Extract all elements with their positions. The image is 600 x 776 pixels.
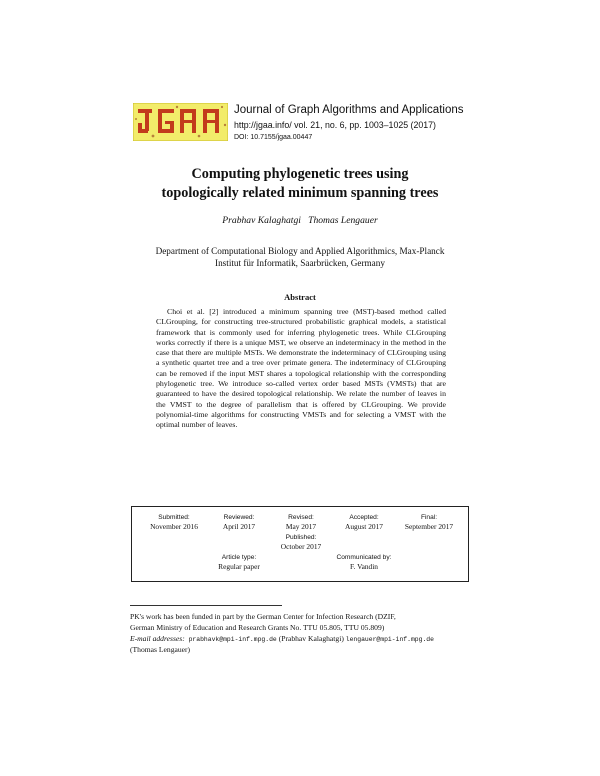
submitted-label: Submitted: <box>158 514 190 521</box>
revised-value: May 2017 <box>285 522 317 531</box>
revised-label: Revised: <box>288 514 314 521</box>
accepted-value: August 2017 <box>345 522 383 531</box>
article-type-label: Article type: <box>221 554 257 561</box>
journal-name: Journal of Graph Algorithms and Applications <box>234 104 464 116</box>
email-label: E-mail addresses: <box>130 633 185 643</box>
reviewed-label: Reviewed: <box>223 514 255 521</box>
communicated-by-value: F. Vandin <box>349 562 379 571</box>
final-value: September 2017 <box>404 522 454 531</box>
footnote-divider <box>130 605 282 606</box>
reviewed-value: April 2017 <box>222 522 256 531</box>
communicated-by-field <box>322 553 406 571</box>
paper-title <box>100 165 500 203</box>
abstract-body: Choi et al. [2] introduced a minimum spanning tree (MST)-based method called CLGrouping, for constructing tree-structured probabilistic graphical models, a statistical framework that is commonly used for inferring phylogenetic trees. While CLGrouping works correctly if there is a unique MST, we observe an indeterminacy in the method in the case that there are multiple MSTs. We demonstrate the indeterminacy of CLGrouping using a synthetic quartet tree and a tree over primate genera. The indeterminacy of CLGrouping can be removed if the input MST shares a topological relationship with the corresponding phylogenetic tree. We introduce so-called vertex order based MSTs (VMSTs) that are guaranteed to have the desired topological relationship. We relate the number of leaves in the VMST to the degree of parallelism that is offered by CLGrouping. We provide polynomial-time algorithms for constructing VMSTs and for selecting a VMST with the optimal number of leaves. <box>156 307 446 430</box>
submitted-value: November 2016 <box>150 522 198 531</box>
submitted-field <box>136 513 212 531</box>
published-label: Published: <box>285 534 317 541</box>
funding-line-1: PK's work has been funded in part by the German Center for Infection Research (DZIF, <box>130 612 396 621</box>
authors <box>100 215 500 226</box>
email-name-1: (Prabhav Kalaghatgi) <box>278 633 344 643</box>
journal-logo <box>133 103 228 141</box>
final-field <box>390 513 468 531</box>
journal-citation[interactable]: http://jgaa.info/ vol. 21, no. 6, pp. 1003–1025 (2017) <box>234 120 436 130</box>
footnotes <box>130 612 470 656</box>
email-line <box>130 634 470 646</box>
affiliation-line-2: Institut für Informatik, Saarbrücken, Germany <box>215 258 385 269</box>
final-label: Final: <box>420 514 438 521</box>
author-2: Thomas Lengauer <box>308 215 378 226</box>
article-type-field <box>204 553 274 571</box>
accepted-label: Accepted: <box>349 514 379 521</box>
title-line-1: Computing phylogenetic trees using <box>191 166 409 182</box>
affiliation-line-1: Department of Computational Biology and Applied Algorithmics, Max-Planck <box>155 246 445 256</box>
email-link-1[interactable]: prabhavk@mpi-inf.mpg.de <box>188 635 277 643</box>
publication-dates-box <box>131 506 469 582</box>
title-line-2: topologically related minimum spanning trees <box>161 185 439 201</box>
affiliation <box>100 245 500 270</box>
published-value: October 2017 <box>280 542 322 551</box>
email-name-2: (Thomas Lengauer) <box>130 645 191 655</box>
author-1: Prabhav Kalaghatgi <box>222 215 301 226</box>
published-field <box>266 533 336 551</box>
article-type-value: Regular paper <box>218 562 260 571</box>
funding-line-2: German Ministry of Education and Research Grants No. TTU 05.805, TTU 05.809) <box>130 622 385 632</box>
journal-doi: DOI: 10.7155/jgaa.00447 <box>234 134 313 141</box>
reviewed-field <box>204 513 274 531</box>
email-link-2[interactable]: lengauer@mpi-inf.mpg.de <box>345 635 434 643</box>
abstract-heading: Abstract <box>284 292 316 302</box>
communicated-by-label: Communicated by: <box>336 554 392 561</box>
